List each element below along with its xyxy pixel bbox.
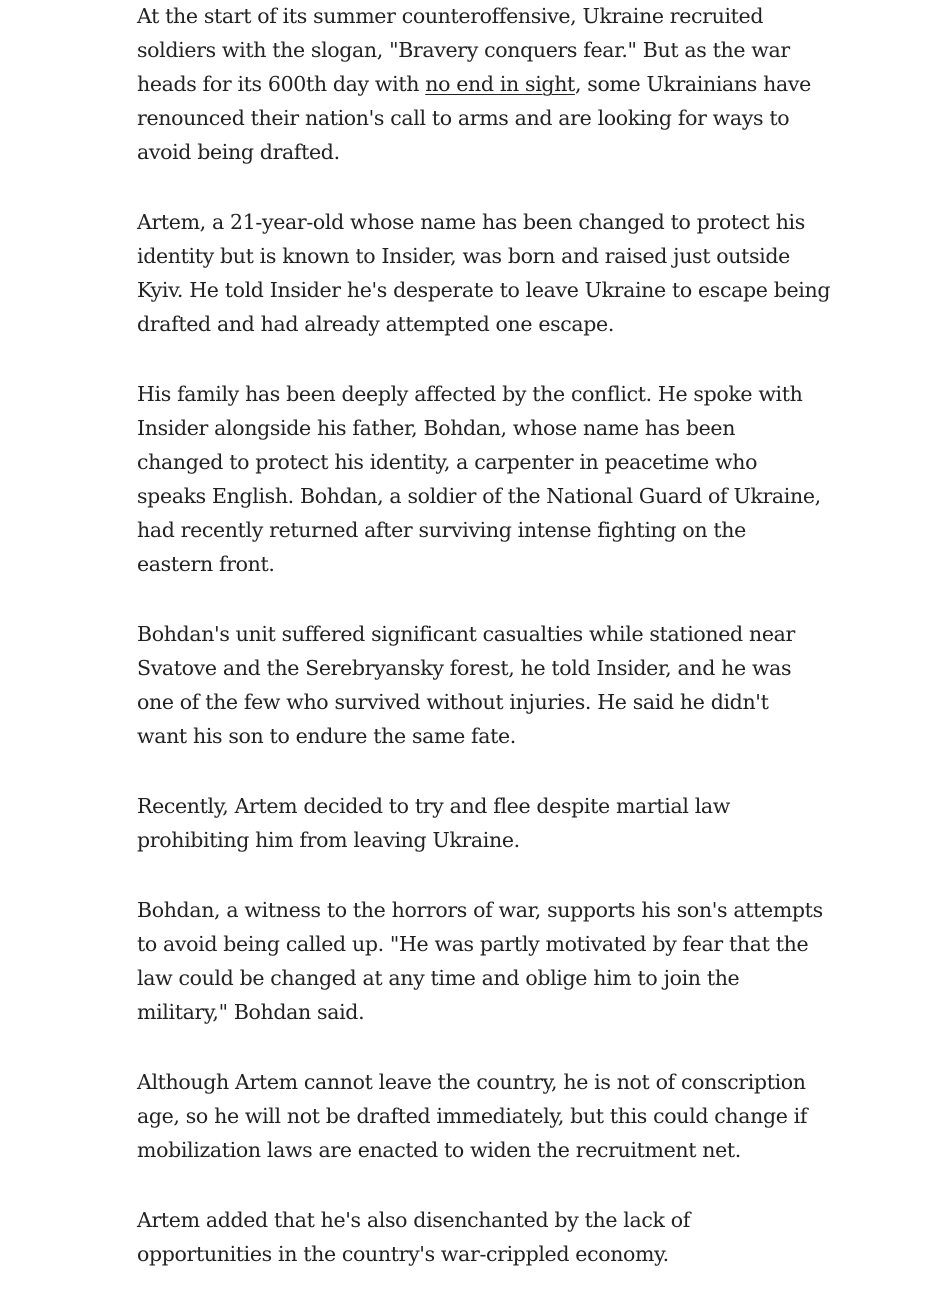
paragraph-line: Recently, Artem decided to try and flee despite martial law bbox=[137, 794, 730, 818]
line-text-before-link: heads for its 600th day with bbox=[137, 72, 426, 96]
paragraph-line: one of the few who survived without injuries. He said he didn't bbox=[137, 690, 769, 714]
paragraph-line: law could be changed at any time and oblige him to join the bbox=[137, 966, 740, 990]
paragraph-line: want his son to endure the same fate. bbox=[137, 724, 516, 748]
paragraph-line: His family has been deeply affected by the conflict. He spoke with bbox=[137, 382, 803, 406]
paragraph-line: Svatove and the Serebryansky forest, he told Insider, and he was bbox=[137, 656, 792, 680]
paragraph-line: renounced their nation's call to arms and are looking for ways to bbox=[137, 106, 790, 130]
paragraph-line: At the start of its summer counteroffensive, Ukraine recruited bbox=[137, 4, 764, 28]
no-end-in-sight-link[interactable]: no end in sight bbox=[425, 72, 575, 96]
paragraph-line: had recently returned after surviving intense fighting on the bbox=[137, 518, 746, 542]
line-text-after-link: , some Ukrainians have bbox=[574, 72, 811, 96]
paragraph-line: prohibiting him from leaving Ukraine. bbox=[137, 828, 520, 852]
paragraph-line: changed to protect his identity, a carpenter in peacetime who bbox=[137, 450, 758, 474]
paragraph-5 bbox=[137, 789, 827, 857]
paragraph-line: Insider alongside his father, Bohdan, whose name has been bbox=[137, 416, 736, 440]
paragraph-8 bbox=[137, 1203, 827, 1271]
paragraph-7 bbox=[137, 1065, 827, 1167]
paragraph-4 bbox=[137, 617, 827, 753]
paragraph-line: Artem, a 21-year-old whose name has been changed to protect his bbox=[137, 210, 805, 234]
paragraph-line: Artem added that he's also disenchanted by the lack of bbox=[137, 1208, 690, 1232]
paragraph-line: Bohdan, a witness to the horrors of war, supports his son's attempts bbox=[137, 898, 823, 922]
paragraph-line: speaks English. Bohdan, a soldier of the National Guard of Ukraine, bbox=[137, 484, 821, 508]
paragraph-line: avoid being drafted. bbox=[137, 140, 340, 164]
paragraph-6 bbox=[137, 893, 827, 1029]
paragraph-line: Kyiv. He told Insider he's desperate to leave Ukraine to escape being bbox=[137, 278, 831, 302]
paragraph-line: identity but is known to Insider, was born and raised just outside bbox=[137, 244, 790, 268]
paragraph-line: drafted and had already attempted one escape. bbox=[137, 312, 614, 336]
paragraph-line: opportunities in the country's war-crippled economy. bbox=[137, 1242, 669, 1266]
paragraph-line: Although Artem cannot leave the country, he is not of conscription bbox=[137, 1070, 806, 1094]
paragraph-line: Bohdan's unit suffered significant casualties while stationed near bbox=[137, 622, 795, 646]
paragraph-line: age, so he will not be drafted immediately, but this could change if bbox=[137, 1104, 808, 1128]
paragraph-line: to avoid being called up. "He was partly motivated by fear that the bbox=[137, 932, 809, 956]
paragraph-line: military," Bohdan said. bbox=[137, 1000, 365, 1024]
paragraph-line: eastern front. bbox=[137, 552, 275, 576]
paragraph-3 bbox=[137, 377, 827, 581]
paragraph-line: mobilization laws are enacted to widen the recruitment net. bbox=[137, 1138, 741, 1162]
paragraph-line bbox=[137, 67, 827, 101]
paragraph-line: soldiers with the slogan, "Bravery conquers fear." But as the war bbox=[137, 38, 790, 62]
paragraph-2 bbox=[137, 205, 831, 341]
article-body bbox=[137, 0, 831, 1307]
paragraph-1 bbox=[137, 0, 827, 169]
